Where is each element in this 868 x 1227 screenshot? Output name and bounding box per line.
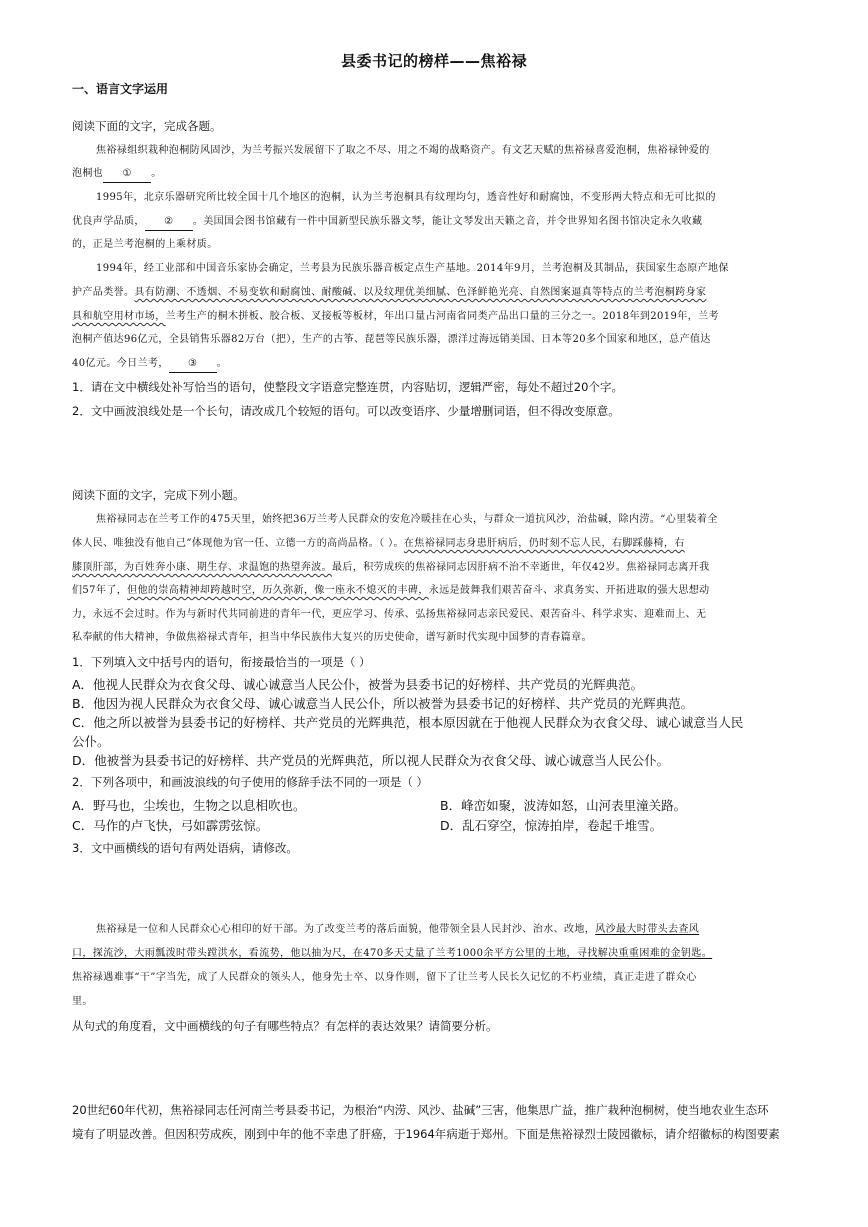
passage3-line: 里。	[72, 996, 93, 1007]
underlined-sentence: 风沙最大时带头去查风	[595, 924, 700, 935]
answer-blank-2[interactable]: ②	[145, 214, 193, 231]
wavy-underlined-sentence: 膝顶肝部，为百姓奔小康、期生存、求温饱的热望奔波。	[72, 562, 332, 573]
passage1-line: 优良声学品质， ② 。美国国会图书馆藏有一件中国新型民族乐器文琴，能让文琴发出天籁之音，并令世界知名图书馆决定永久收藏	[72, 214, 702, 231]
wavy-underlined-sentence: 具和航空用材市场，	[72, 311, 166, 322]
wavy-underlined-sentence: 但他的崇高精神却跨越时空，历久弥新，像一座永不熄灭的丰碑，	[127, 585, 429, 596]
passage1-line: 1994年，经工业部和中国音乐家协会确定，兰考县为民族乐器音板定点生产基地。2014年9月，兰考泡桐及其制品，获国家生态原产地保	[96, 263, 729, 274]
wavy-underlined-sentence: 具有防潮、不透烟、不易变软和耐腐蚀、耐酸碱、以及纹理优美细腻、色泽鲜艳光亮、自然图案逼真等特点的兰考泡桐跨身家	[134, 287, 707, 298]
passage1-line: 具和航空用材市场，兰考生产的桐木拼板、胶合板、叉接板等板材，年出口量占河南省同类产品出口量的三分之一。2018年到2019年，兰考	[72, 311, 719, 322]
passage2-line: 体人民、唯独没有他自己”体现他为官一任、立德一方的高尚品格。（ ）。在焦裕禄同志身患肝病后，仍时刻不忘人民，右脚踩藤椅，右	[72, 538, 685, 549]
question: 1．下列填入文中括号内的语句，衔接最恰当的一项是（ ）	[72, 655, 371, 669]
passage1-line: 40亿元。今日兰考， ③ 。	[72, 356, 227, 373]
passage2-line: 私奉献的伟大精神，争做焦裕禄式青年，担当中华民族伟大复兴的历史使命，谱写新时代实现中国梦的青春篇章。	[72, 632, 592, 643]
option-C[interactable]: C．他之所以被誉为县委书记的好榜样、共产党员的光辉典范，根本原因就在于他视人民群众为衣食父母、诚心诚意当人民	[72, 715, 744, 730]
passage1-line: 护产品类誉。具有防潮、不透烟、不易变软和耐腐蚀、耐酸碱、以及纹理优美细腻、色泽鲜艳光亮、自然图案逼真等特点的兰考泡桐跨身家	[72, 287, 707, 298]
passage3-line	[72, 946, 712, 962]
passage4-line: 20世纪60年代初，焦裕禄同志任河南兰考县委书记，为根治“内涝、风沙、盐碱”三害，他集思广益，推广栽种泡桐树，使当地农业生态环	[72, 1103, 769, 1117]
answer-blank-1[interactable]: ①	[103, 166, 151, 183]
option-D[interactable]: D．乱石穿空，惊涛拍岸，卷起千堆雪。	[440, 818, 663, 833]
option-B[interactable]: B．峰峦如聚，波涛如怒，山河表里潼关路。	[440, 798, 687, 813]
option-C-continued: 公仆。	[72, 734, 110, 749]
option-D[interactable]: D．他被誉为县委书记的好榜样、共产党员的光辉典范，所以视人民群众为衣食父母、诚心诚意当人民公仆。	[72, 753, 670, 768]
question: 3．文中画横线的语句有两处语病，请修改。	[72, 841, 298, 855]
passage1-line: 焦裕禄组织栽种泡桐防风固沙，为兰考振兴发展留下了取之不尽、用之不竭的战略资产。有文艺天赋的焦裕禄喜爱泡桐，焦裕禄钟爱的	[96, 145, 710, 156]
underlined-sentence: 口，探流沙，大雨瓢泼时带头蹚洪水，看流势，他以抽为尺，在470多天丈量了兰考1000余平方公里的土地，寻找解决重重困难的金钥匙。	[72, 948, 713, 959]
option-A[interactable]: A．他视人民群众为衣食父母、诚心诚意当人民公仆，被誉为县委书记的好榜样、共产党员的光辉典范。	[72, 677, 644, 692]
wavy-underlined-sentence: 在焦裕禄同志身患肝病后，仍时刻不忘人民，右脚踩藤椅，右	[403, 538, 685, 549]
option-B[interactable]: B．他因为视人民群众为衣食父母、诚心诚意当人民公仆，所以被誉为县委书记的好榜样、共产党员的光辉典范。	[72, 696, 694, 711]
passage3-line: 焦裕禄遇难事“干”字当先，成了人民群众的领头人，他身先士卒、以身作则，留下了让兰考人民长久记忆的不朽业绩，真正走进了群众心	[72, 972, 697, 983]
passage1-line: 泡桐产值达96亿元，全县销售乐器82万台（把），生产的古筝、琵琶等民族乐器，漂洋过海远销美国、日本等20多个国家和地区，总产值达	[72, 334, 711, 345]
passage4-line: 境有了明显改善。但因积劳成疾，刚到中年的他不幸患了肝癌，于1964年病逝于郑州。下面是焦裕禄烈士陵园徽标，请介绍徽标的构图要素	[72, 1127, 780, 1141]
passage1-line: 的，正是兰考泡桐的上乘材质。	[72, 239, 218, 250]
passage2-line: 们57年了，但他的崇高精神却跨越时空，历久弥新，像一座永不熄灭的丰碑，永远是鼓舞我们艰苦奋斗、求真务实、开拓进取的强大思想动	[72, 585, 710, 596]
section-heading: 一、语言文字运用	[72, 82, 169, 96]
answer-blank-3[interactable]: ③	[169, 356, 217, 373]
passage1-line: 泡桐也 ① 。	[72, 166, 162, 183]
question: 从句式的角度看，文中画横线的句子有哪些特点？有怎样的表达效果？请简要分析。	[72, 1019, 498, 1033]
passage2-line: 力，永远不会过时。作为与新时代共同前进的青年一代，更应学习、传承、弘扬焦裕禄同志亲民爱民、艰苦奋斗、科学求实、迎难而上、无	[72, 609, 707, 620]
question: 2．下列各项中，和画波浪线的句子使用的修辞手法不同的一项是（ ）	[72, 775, 428, 789]
option-C[interactable]: C．马作的卢飞快，弓如霹雳弦惊。	[72, 818, 269, 833]
passage2-intro: 阅读下面的文字，完成下列小题。	[72, 488, 245, 502]
passage2-line: 焦裕禄同志在兰考工作的475天里，始终把36万兰考人民群众的安危冷暖挂在心头，与群众一道抗风沙，治盐碱，除内涝。“心里装着全	[96, 514, 718, 525]
question: 1．请在文中横线处补写恰当的语句，使整段文字语意完整连贯，内容贴切，逻辑严密，每处不超过20个字。	[72, 380, 623, 394]
passage3-line: 焦裕禄是一位和人民群众心心相印的好干部。为了改变兰考的落后面貌，他带领全县人民封沙、治水、改地，风沙最大时带头去查风	[96, 924, 700, 935]
passage1-intro: 阅读下面的文字，完成各题。	[72, 119, 222, 133]
option-A[interactable]: A．野马也，尘埃也，生物之以息相吹也。	[72, 798, 306, 813]
passage2-line: 膝顶肝部，为百姓奔小康、期生存、求温饱的热望奔波。最后，积劳成疾的焦裕禄同志因肝病不治不幸逝世，年仅42岁。焦裕禄同志离开我	[72, 562, 710, 573]
question: 2．文中画波浪线处是一个长句，请改成几个较短的语句。可以改变语序、少量增删词语，但不得改变原意。	[72, 404, 620, 418]
passage1-line: 1995年，北京乐器研究所比较全国十几个地区的泡桐，认为兰考泡桐具有纹理均匀，透音性好和耐腐蚀，不变形两大特点和无可比拟的	[96, 192, 716, 203]
document-title: 县委书记的榜样——焦裕禄	[340, 52, 527, 70]
